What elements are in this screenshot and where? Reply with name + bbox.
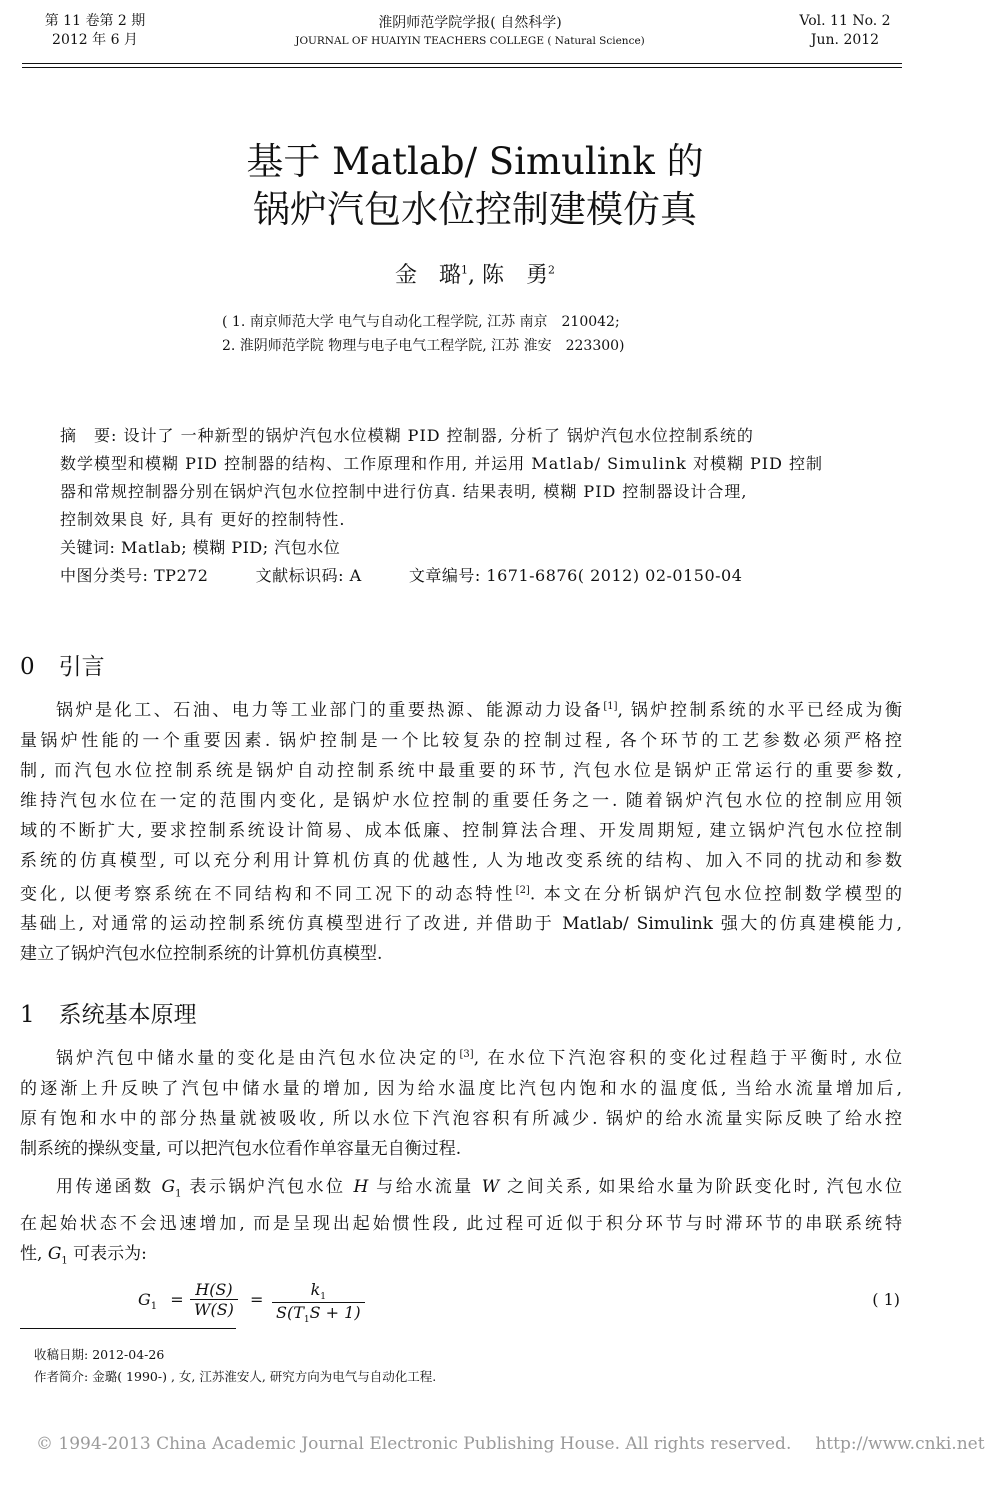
text-line (20, 909, 902, 939)
section-title: 系统基本原理 (58, 1002, 197, 1028)
var-g-sub: 1 (175, 1188, 182, 1200)
section-number: 0 (20, 654, 35, 680)
section-title: 引言 (58, 654, 105, 680)
doc-code-label: 文献标识码: (255, 566, 345, 585)
var-g: G (47, 1244, 62, 1265)
volume-number: Vol. 11 No. 2 (799, 13, 891, 29)
eq-lhs: G (138, 1290, 151, 1309)
eq-denominator: S(T (276, 1303, 304, 1323)
text-line (20, 692, 902, 726)
copyright-link[interactable]: http://www.cnki.net (815, 1434, 985, 1454)
copyright (36, 1434, 985, 1454)
text-run: . 本文在分析锅炉汽包水位控制数学模型的 (529, 884, 902, 905)
text-run: 变化, 以便考察系统在不同结构和不同工况下的动态特性 (20, 884, 516, 905)
equation-1 (138, 1276, 908, 1332)
journal-name-cn: 淮阴师范学院学报( 自然科学) (378, 15, 562, 31)
citation-mark: [3] (459, 1049, 474, 1060)
text-line (20, 786, 902, 816)
text-run: 量锅炉性能的一个重要因素. 锅炉控制是一个比较复杂的控制过程, 各个环节的工艺参数必须严格控 (20, 730, 902, 751)
text-line (20, 1134, 902, 1164)
eq-equals: = (250, 1290, 264, 1309)
text-line (20, 1074, 902, 1104)
text-run: , 在水位下汽泡容积的变化过程趋于平衡时, 水位 (473, 1048, 902, 1069)
text-line (20, 939, 902, 969)
paper-title (0, 138, 950, 234)
footnote-rule (20, 1328, 236, 1329)
received-label: 收稿日期: (34, 1347, 89, 1362)
var-w: W (481, 1177, 500, 1197)
text-line (20, 1104, 902, 1134)
bio-label: 作者简介: (34, 1369, 89, 1384)
text-line (20, 726, 902, 756)
eq-denominator: W(S) (194, 1300, 234, 1319)
article-number-label: 文章编号: (408, 566, 481, 585)
eq-numerator-sub: 1 (320, 1292, 326, 1303)
affiliations (222, 310, 742, 358)
text-run: 性, (20, 1244, 48, 1265)
author-1-affil-mark: 1 (461, 263, 468, 277)
text-run: 原有饱和水中的部分热量就被吸收, 所以水位下汽泡容积有所减少. 锅炉的给水流量实际反映了给水控 (20, 1108, 902, 1129)
author-2-affil-mark: 2 (548, 263, 556, 277)
author-1: 金 璐 (394, 263, 461, 288)
author-list (0, 258, 950, 289)
text-run: 锅炉汽包中储水量的变化是由汽包水位决定的 (56, 1048, 460, 1069)
section-heading-intro (20, 648, 105, 681)
header-rule (22, 63, 902, 64)
text-run: 表示锅炉汽包水位 (181, 1177, 354, 1197)
clc-label: 中图分类号: (60, 566, 149, 585)
text-run: 可表示为: (67, 1244, 147, 1265)
affiliation-1: ( 1. 南京师范大学 电气与自动化工程学院, 江苏 南京 210042; (222, 314, 620, 330)
clc-number: TP272 (154, 566, 209, 585)
author-2: 陈 勇 (482, 263, 549, 288)
header-rule-thin (22, 67, 902, 68)
issue-info (30, 12, 160, 50)
var-g-sub: 1 (61, 1255, 68, 1267)
principle-paragraph-1 (20, 1040, 902, 1164)
eq-lhs-sub: 1 (150, 1301, 158, 1313)
eq-fraction-2 (272, 1280, 365, 1325)
eq-numerator: k (310, 1280, 321, 1299)
eq-equals: = (170, 1290, 184, 1309)
var-h: H (353, 1177, 369, 1197)
author-separator: , (468, 263, 482, 288)
text-line (20, 816, 902, 846)
eq-numerator: H(S) (195, 1280, 233, 1299)
text-run: 制系统的操纵变量, 可以把汽包水位看作单容量无自衡过程. (20, 1138, 462, 1159)
text-line (20, 846, 902, 876)
text-run: , 锅炉控制系统的水平已经成为衡 (617, 700, 902, 721)
affiliation-2: 2. 淮阴师范学院 物理与电子电气工程学院, 江苏 淮安 223300) (222, 338, 625, 354)
principle-paragraph-2 (20, 1172, 902, 1277)
received-date: 2012-04-26 (92, 1347, 165, 1362)
title-line-2: 锅炉汽包水位控制建模仿真 (253, 188, 697, 231)
abstract-label: 摘 要: (60, 426, 118, 445)
text-line (20, 876, 902, 910)
journal-name (230, 14, 710, 50)
eq-fraction-1 (190, 1280, 238, 1319)
var-g: G (161, 1177, 176, 1197)
keywords-label: 关键词: (60, 538, 116, 557)
abstract-line: 数学模型和模糊 PID 控制器的结构、工作原理和作用, 并运用 Matlab/ Simulink 对模糊 PID 控制 (60, 454, 824, 473)
intro-paragraph (20, 692, 902, 969)
copyright-text: © 1994-2013 China Academic Journal Electronic Publishing House. All rights reserved. (36, 1434, 792, 1454)
issue-date: 2012 年 6 月 (52, 32, 138, 48)
footnote (34, 1344, 894, 1388)
text-run: 用传递函数 (56, 1177, 162, 1197)
section-heading-principle (20, 996, 197, 1029)
text-run: 域的不断扩大, 要求控制系统设计简易、成本低廉、控制算法合理、开发周期短, 建立锅炉汽包水位控制 (20, 820, 902, 841)
text-run: 维持汽包水位在一定的范围内变化, 是锅炉水位控制的重要任务之一. 随着锅炉汽包水位的控制应用领 (20, 790, 902, 811)
eq-denominator: S + 1) (309, 1303, 361, 1323)
abstract-line: 控制效果良 好, 具有 更好的控制特性. (60, 510, 346, 529)
abstract-line: 设计了 一种新型的锅炉汽包水位模糊 PID 控制器, 分析了 锅炉汽包水位控制系统的 (123, 426, 754, 445)
text-run: 的逐渐上升反映了汽包中储水量的增加, 因为给水温度比汽包内饱和水的温度低, 当给水流量增加后, (20, 1078, 902, 1099)
citation-mark: [1] (603, 701, 618, 712)
eq-denominator-sub: 1 (303, 1315, 310, 1326)
volume-info (780, 12, 910, 50)
text-run: 与给水流量 (368, 1177, 482, 1197)
abstract (60, 422, 870, 590)
text-line (20, 756, 902, 786)
citation-mark: [2] (515, 884, 530, 896)
title-line-1: 基于 Matlab/ Simulink 的 (246, 140, 704, 183)
text-run: 系统的仿真模型, 可以充分利用计算机仿真的优越性, 人为地改变系统的结构、加入不同的扰动和参数 (20, 850, 902, 871)
doc-code: A (349, 566, 362, 585)
abstract-line: 器和常规控制器分别在锅炉汽包水位控制中进行仿真. 结果表明, 模糊 PID 控制器设计合理, (60, 482, 748, 501)
text-line: 在起始状态不会迅速增加, 而是呈现出起始惯性段, 此过程可近似于积分环节与时滞环节的串联系统特 (20, 1214, 902, 1235)
text-run: 锅炉是化工、石油、电力等工业部门的重要热源、能源动力设备 (56, 700, 604, 721)
text-run: 制, 而汽包水位控制系统是锅炉自动控制系统中最重要的环节, 汽包水位是锅炉正常运行的重要参数, (20, 760, 902, 781)
text-run: 建立了锅炉汽包水位控制系统的计算机仿真模型. (20, 944, 383, 965)
article-number: 1671-6876( 2012) 02-0150-04 (486, 566, 743, 585)
text-run: 之间关系, 如果给水量为阶跃变化时, 汽包水位 (499, 1177, 903, 1197)
keywords: Matlab; 模糊 PID; 汽包水位 (121, 538, 341, 557)
volume-date: Jun. 2012 (810, 32, 880, 48)
section-number: 1 (20, 1002, 35, 1028)
text-run: 基础上, 对通常的运动控制系统仿真模型进行了改进, 并借助于 Matlab/ Simulink 强大的仿真建模能力, (20, 914, 902, 935)
author-bio: 金璐( 1990-) , 女, 江苏淮安人, 研究方向为电气与自动化工程. (92, 1369, 437, 1384)
equation-number: ( 1) (872, 1290, 900, 1309)
issue-volume: 第 11 卷第 2 期 (44, 13, 146, 29)
journal-name-en: JOURNAL OF HUAIYIN TEACHERS COLLEGE ( Natural Science) (295, 35, 645, 47)
text-line (20, 1040, 902, 1074)
